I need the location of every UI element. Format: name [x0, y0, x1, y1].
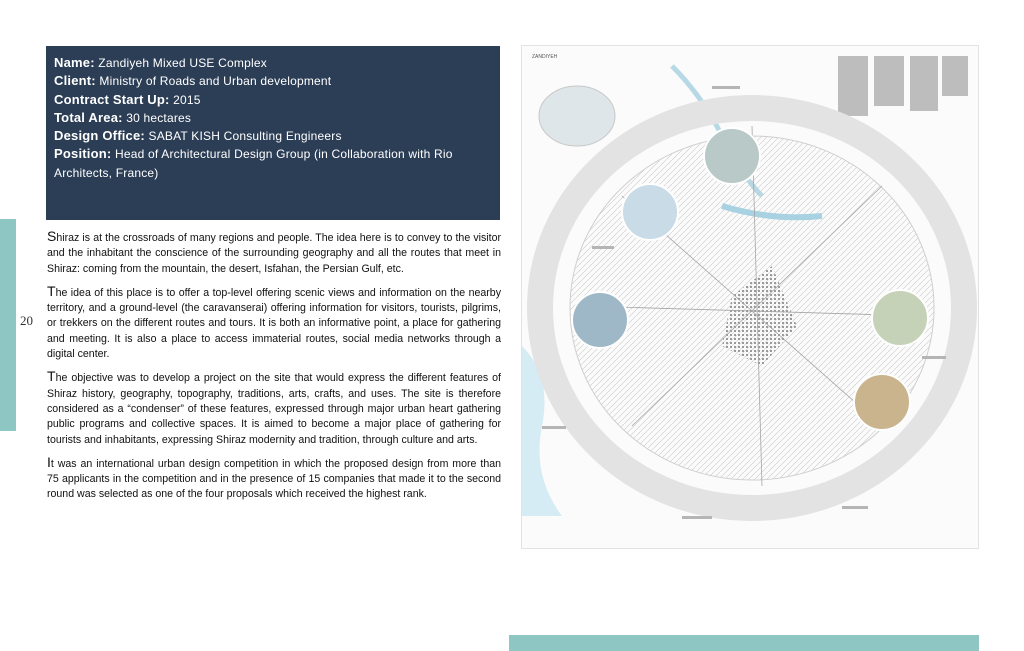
bottom-accent-bar — [509, 635, 979, 651]
area-label: Total Area: — [54, 109, 123, 125]
office-value: SABAT KISH Consulting Engineers — [148, 129, 342, 144]
paragraph-initial: T — [47, 282, 56, 299]
position-value: Head of Architectural Design Group (in Collaboration with Rio Architects, France) — [54, 147, 453, 180]
office-label: Design Office: — [54, 128, 145, 144]
paragraph-3 — [47, 369, 501, 447]
position-row — [54, 145, 492, 182]
site-plan-drawing — [522, 46, 978, 548]
client-label: Client: — [54, 73, 96, 89]
paragraph-initial: T — [47, 368, 56, 385]
project-name: Zandiyeh Mixed USE Complex — [98, 56, 267, 70]
project-info-panel — [46, 46, 500, 220]
project-name-row — [54, 54, 492, 72]
site-plan-poster — [521, 45, 979, 549]
paragraph-initial: I — [47, 453, 51, 470]
area-value: 30 hectares — [126, 110, 192, 125]
poster-title: ZANDIYEH — [532, 54, 558, 60]
paragraph-body: he idea of this place is to offer a top-level offering scenic views and information on the nearby territory, and a ground-level (the caravanserai) offering information for visitors, tourists, pilgrims, or trekkers on the different routes and tours. It is both an informative point, a place for gathering and meeting. It is also a place to access immaterial routes, social media networks through a digital center. — [47, 286, 501, 361]
paragraph-1 — [47, 229, 501, 277]
paragraph-initial: S — [47, 228, 57, 244]
client-row — [54, 72, 492, 90]
poster-text-columns — [838, 56, 968, 116]
paragraph-2 — [47, 284, 501, 362]
project-description — [47, 229, 501, 510]
office-row — [54, 127, 492, 145]
contract-value: 2015 — [173, 92, 201, 107]
paragraph-body: t was an international urban design competition in which the proposed design from more than 75 applicants in the competition and in the presence of 15 companies that made it to the second round was selected as one of the four proposals which received the highest rank. — [47, 457, 501, 501]
name-label: Name: — [54, 55, 95, 70]
contract-label: Contract Start Up: — [54, 91, 170, 107]
paragraph-body: he objective was to develop a project on the site that would express the different features of Shiraz history, geography, topography, traditions, arts, crafts, and uses. The site is therefore considered as a “condenser” of these features, expressed through major urban heart gathering public programs and collective spaces. It is aimed to become a major place of gathering for tourists and inhabitants, expressing Shiraz modernity and tradition, through culture and arts. — [47, 372, 501, 446]
area-row — [54, 109, 492, 127]
paragraph-body: hiraz is at the crossroads of many regions and people. The idea here is to convey to the visitor and the inhabitant the conscience of the surrounding geography and all the routes that meet in Shiraz: coming from the mountain, the desert, Isfahan, the Persian Gulf, etc. — [47, 232, 501, 275]
side-tab-accent — [0, 219, 16, 431]
position-label: Position: — [54, 146, 112, 162]
contract-row — [54, 91, 492, 109]
page-number: 20 — [20, 313, 33, 328]
paragraph-4 — [47, 455, 501, 503]
client-value: Ministry of Roads and Urban development — [99, 74, 332, 89]
